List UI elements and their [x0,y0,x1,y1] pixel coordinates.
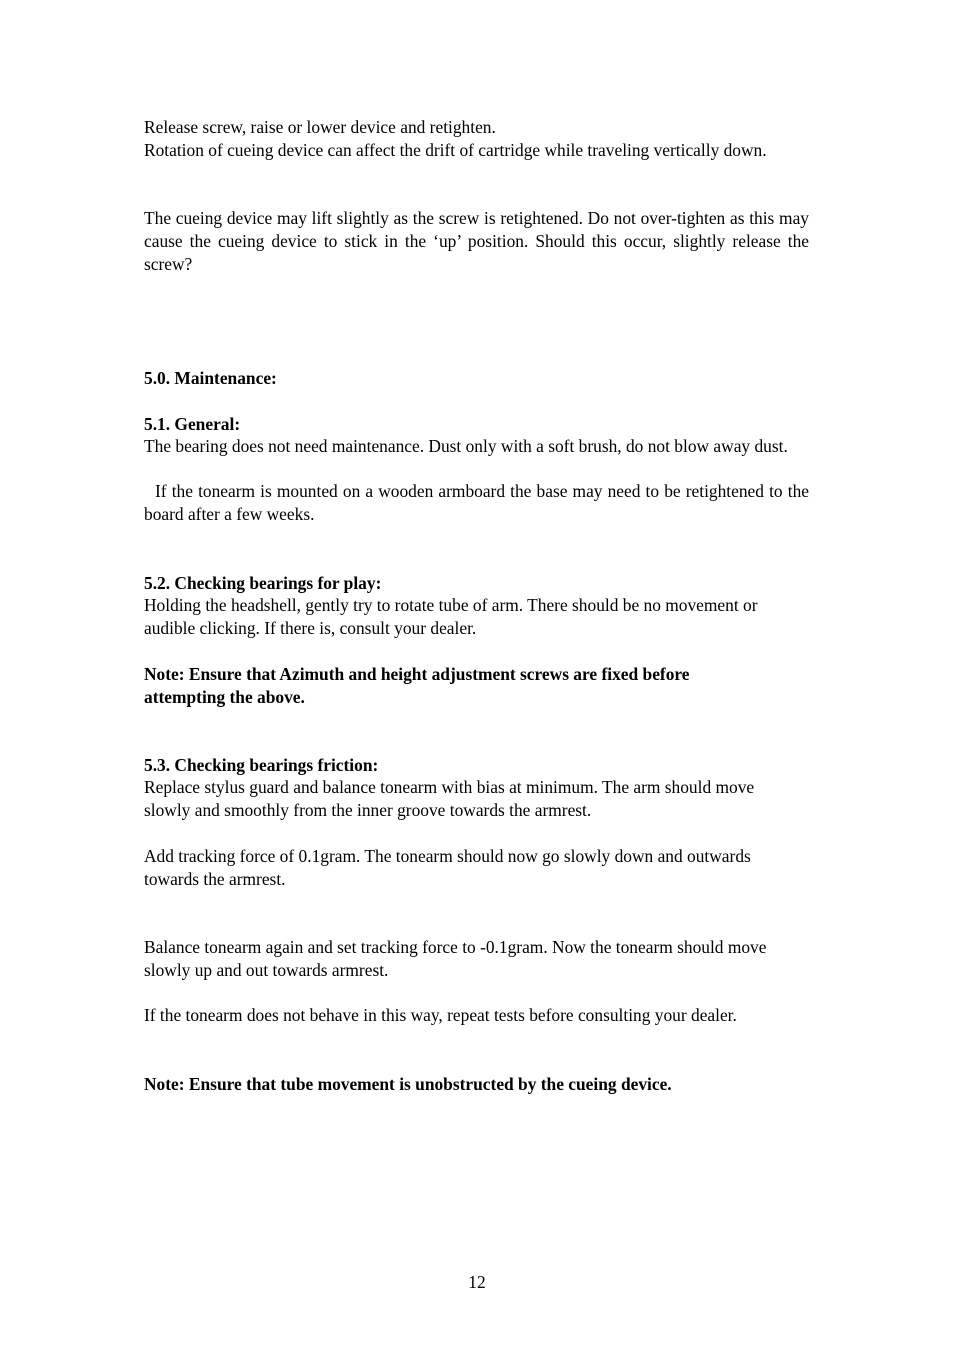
friction-note-tube-movement: Note: Ensure that tube movement is unobstructed by the cueing device. [144,1074,672,1094]
intro-paragraph-cueing-lift: The cueing device may lift slightly as the screw is retightened. Do not over-tighten as this may cause the cueing device to stick in the ‘up’ position. Should this occur, slightly release the screw? [144,208,809,274]
friction-paragraph-balance-again: Balance tonearm again and set tracking force to -0.1gram. Now the tonearm should move slowly up and out towards armrest. [144,937,767,980]
section-heading-general: 5.1. General: [144,414,241,434]
intro-line-1: Release screw, raise or lower device and retighten. [144,117,496,137]
section-heading-checking-play: 5.2. Checking bearings for play: [144,573,382,593]
play-note-azimuth: Note: Ensure that Azimuth and height adjustment screws are fixed before attempting the above. [144,664,690,707]
friction-paragraph-repeat-tests: If the tonearm does not behave in this way, repeat tests before consulting your dealer. [144,1005,737,1025]
section-heading-maintenance: 5.0. Maintenance: [144,368,277,388]
page-number: 12 [468,1272,486,1292]
general-paragraph-armboard: If the tonearm is mounted on a wooden armboard the base may need to be retightened to the board after a few weeks. [144,481,809,524]
intro-paragraph-rotation: Rotation of cueing device can affect the drift of cartridge while traveling vertically down. [144,140,767,160]
friction-paragraph-stylus-guard: Replace stylus guard and balance tonearm with bias at minimum. The arm should move slowly and smoothly from the inner groove towards the armrest. [144,777,755,820]
play-paragraph-headshell: Holding the headshell, gently try to rotate tube of arm. There should be no movement or audible clicking. If there is, consult your dealer. [144,595,758,638]
section-heading-checking-friction: 5.3. Checking bearings friction: [144,755,379,775]
friction-paragraph-tracking-force: Add tracking force of 0.1gram. The tonearm should now go slowly down and outwards towards the armrest. [144,846,751,889]
general-paragraph-bearing: The bearing does not need maintenance. Dust only with a soft brush, do not blow away dust. [144,436,788,456]
